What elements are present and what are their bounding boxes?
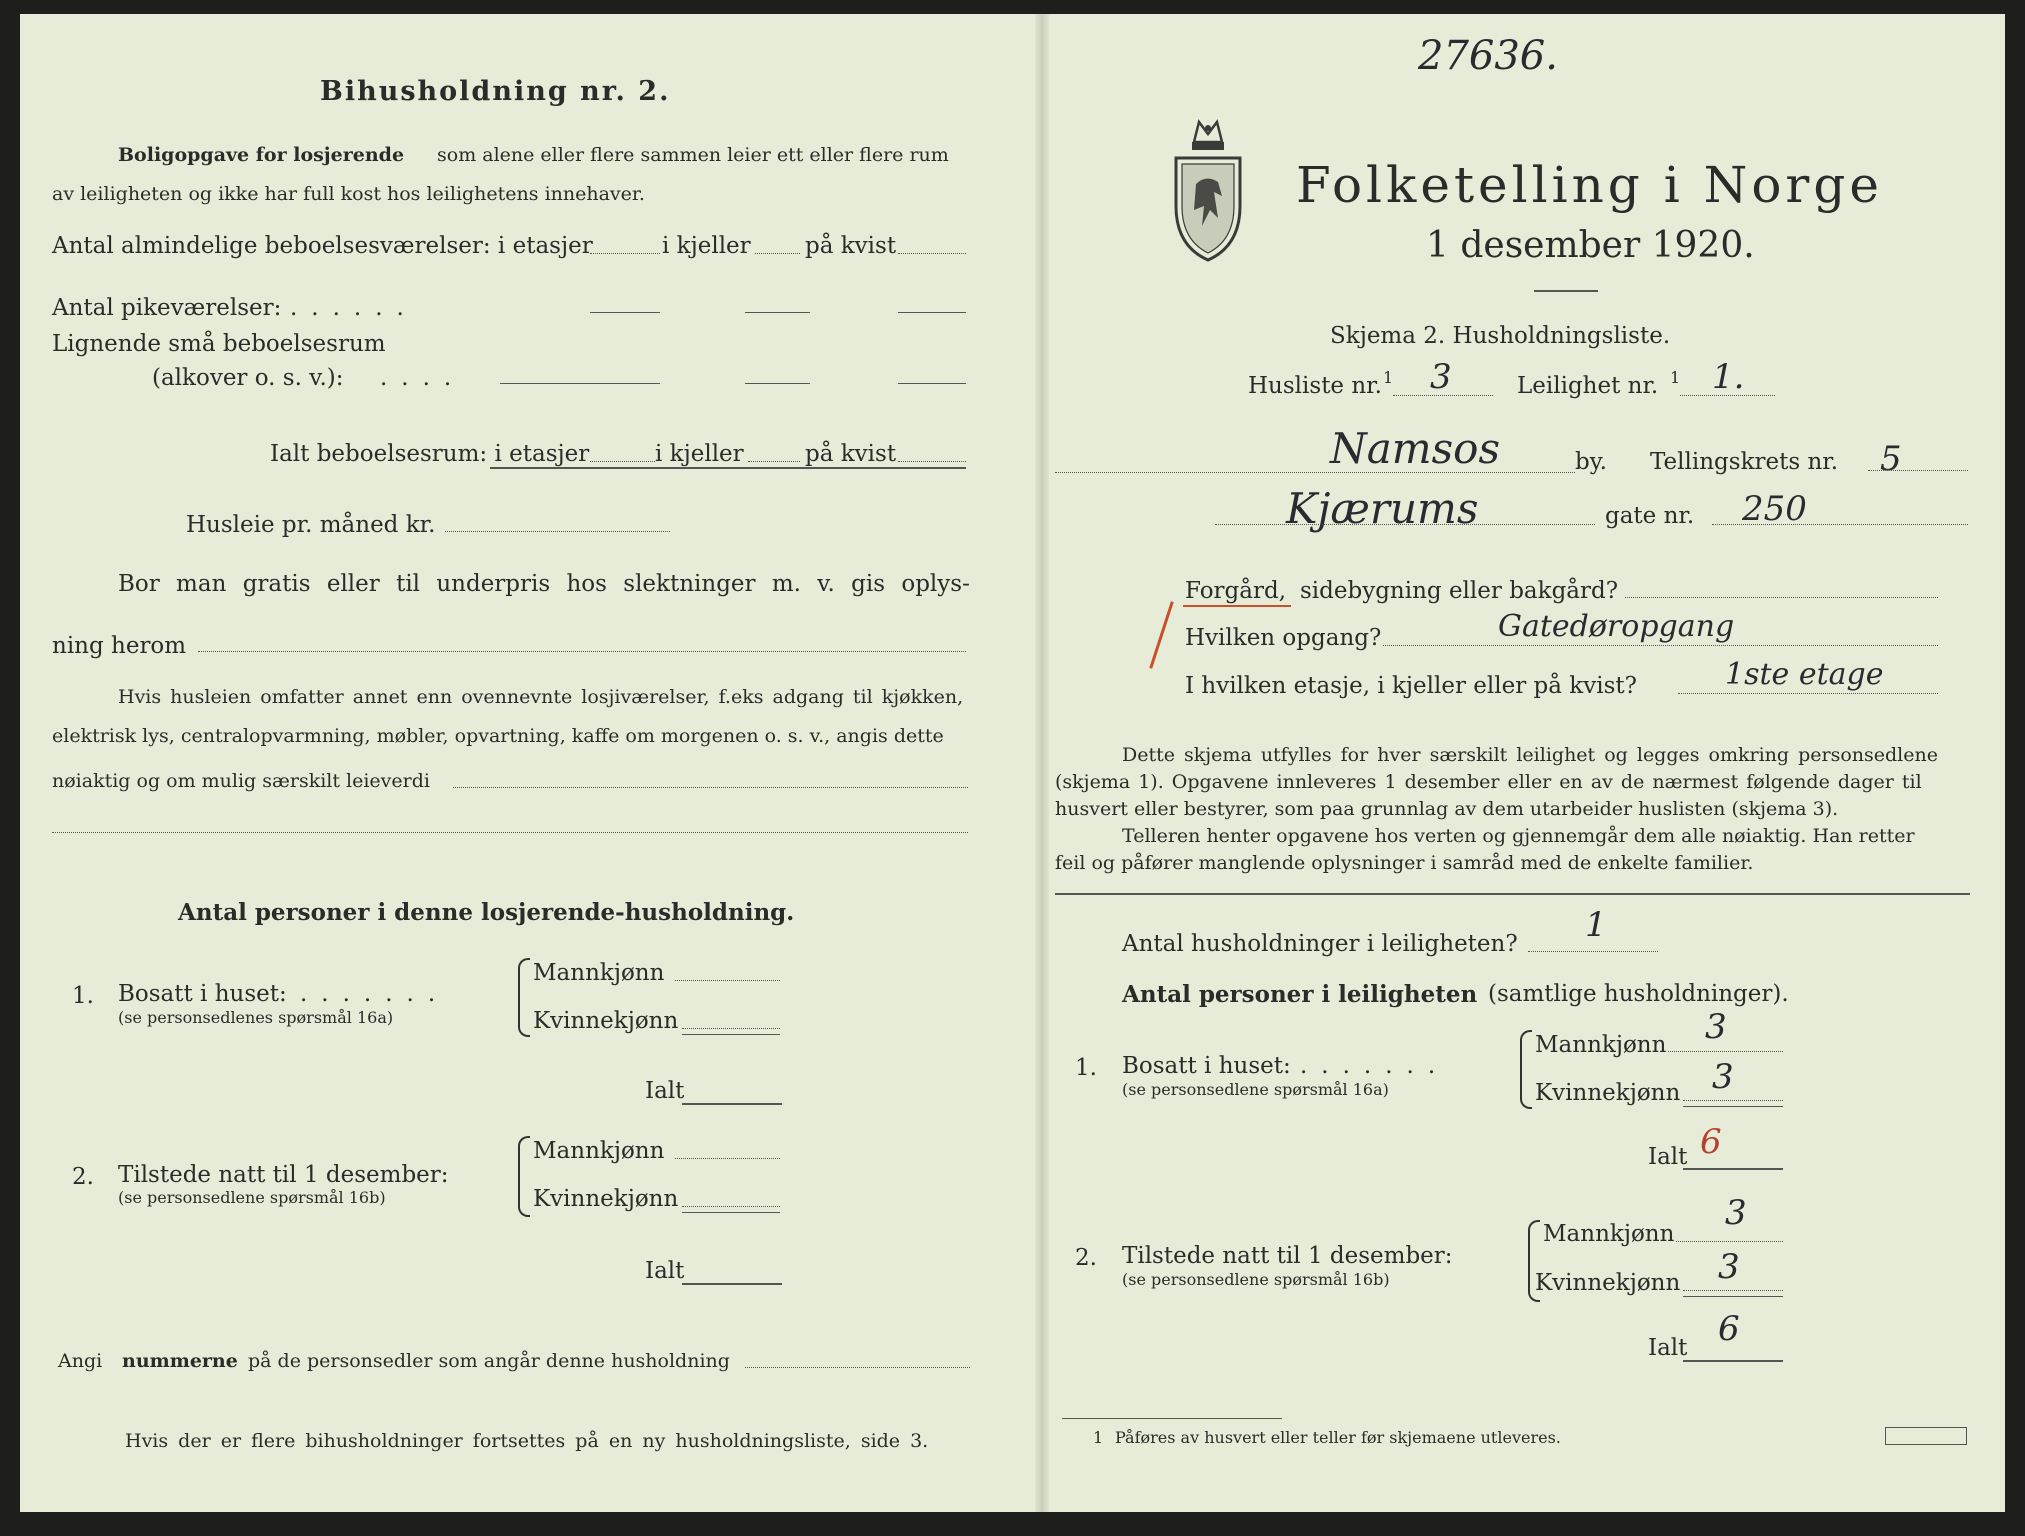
footnote-text: Påføres av husvert eller teller før skjemaene utleveres. [1115,1428,1561,1447]
left-q2-brace [518,1136,530,1217]
left-persons-title: Antal personer i denne losjerende-husholdning. [178,899,795,926]
left-q1-ialt-line[interactable] [682,1103,782,1105]
left-q1-label: Bosatt i huset: [118,981,287,1007]
left-q2-female-line[interactable] [682,1206,780,1207]
alkover-kjeller-line[interactable] [745,383,810,384]
forgard-underline [1183,605,1291,607]
city-value[interactable]: Namsos [1330,424,1501,473]
archive-number: 27636. [1418,33,1558,79]
instr-line2: (skjema 1). Opgavene innleveres 1 desember eller en av de nærmest følgende dager til [1055,771,1922,793]
right-q1-male-value[interactable]: 3 [1705,1007,1727,1047]
opgang-line [1383,645,1938,646]
etasje-line [1678,693,1938,694]
left-q1-male: Mannkjønn [533,960,665,986]
right-q2-male-value[interactable]: 3 [1725,1193,1747,1233]
alkover-dots: .... [380,365,466,391]
etasje-label: I hvilken etasje, i kjeller eller på kvist? [1185,673,1637,699]
left-q1-brace [518,958,530,1037]
husliste-value[interactable]: 3 [1430,357,1452,397]
left-q1-ialt: Ialt [645,1078,685,1104]
persons-rest: (samtlige husholdninger). [1488,981,1789,1007]
instr-rule [1055,893,1970,895]
ialt-kjeller-line[interactable] [748,461,800,462]
right-q2-female-line [1683,1290,1783,1291]
left-q2-female: Kvinnekjønn [533,1186,679,1212]
left-q1-male-line[interactable] [675,980,780,981]
krets-label: Tellingskrets nr. [1650,449,1839,475]
right-q1-sub: (se personsedlene spørsmål 16a) [1122,1080,1389,1099]
right-q2-ialt: Ialt [1648,1335,1688,1361]
left-q1-sum-line [682,1034,780,1035]
right-q2-label: Tilstede natt til 1 desember: [1122,1243,1453,1269]
left-q1-sub: (se personsedlenes spørsmål 16a) [118,1008,394,1027]
alkover-kvist-line[interactable] [898,383,966,384]
right-q2-num: 2. [1075,1245,1097,1271]
right-q2-male: Mannkjønn [1543,1221,1675,1247]
pike-etasjer-line[interactable] [590,312,660,313]
city-line [1055,472,1575,473]
krets-value[interactable]: 5 [1880,439,1902,479]
gratis-line2: ning herom [52,633,187,659]
left-q1-female: Kvinnekjønn [533,1008,679,1034]
husliste-label: Husliste nr. [1248,373,1382,399]
husliste-footnote-mark: 1 [1383,368,1394,387]
title-rule [1534,290,1598,292]
instr-line3: husvert eller bestyrer, som paa grunnlag av dem utarbeider huslisten (skjema 3). [1055,798,1839,820]
left-q1-num: 1. [72,983,94,1009]
left-q2-label: Tilstede natt til 1 desember: [118,1162,449,1188]
pike-kjeller-line[interactable] [745,312,810,313]
footnote-mark: 1 [1093,1428,1104,1447]
right-q2-female-value[interactable]: 3 [1718,1247,1740,1287]
intro-bold: Boligopgave for losjerende [118,144,405,166]
angi-pre: Angi [58,1350,103,1372]
gate-label: gate nr. [1605,503,1695,529]
angi-line[interactable] [745,1367,970,1368]
forgard-rest: sidebygning eller bakgård? [1300,578,1619,604]
rooms-kvist: på kvist [805,233,897,259]
intro-rest: som alene eller flere sammen leier ett eller flere rum [437,144,949,166]
pike-label: Antal pikeværelser: [52,295,282,321]
alkover-etasjer-line[interactable] [500,383,660,384]
ialt-rooms-label: Ialt beboelsesrum: i etasjer [270,441,590,467]
left-q2-male: Mannkjønn [533,1138,665,1164]
leilighet-value[interactable]: 1. [1712,357,1745,397]
ialt-etasjer-line[interactable] [590,461,655,462]
instr-line4: Telleren henter opgavene hos verten og gjennemgår dem alle nøiaktig. Han retter [1122,825,1915,847]
rooms-kjeller-line[interactable] [755,253,800,254]
form-date: 1 desember 1920. [1426,225,1755,266]
left-footer: Hvis der er flere bihusholdninger fortsettes på en ny husholdningsliste, side 3. [125,1430,929,1452]
extra-line-b[interactable] [52,832,968,833]
right-q2-male-line [1676,1241,1783,1242]
leilighet-footnote-mark: 1 [1670,368,1681,387]
rooms-kjeller: i kjeller [662,233,751,259]
left-q2-ialt-line[interactable] [682,1283,782,1285]
left-q2-ialt: Ialt [645,1258,685,1284]
instr-line1: Dette skjema utfylles for hver særskilt leilighet og legges omkring personsedlene [1122,744,1938,766]
form-title: Folketelling i Norge [1296,156,1883,214]
krets-line [1868,470,1968,471]
footnote-rule [1062,1418,1282,1419]
right-q2-total[interactable]: 6 [1718,1309,1740,1349]
printer-stamp [1885,1427,1967,1445]
leilighet-line [1680,395,1775,396]
right-q1-total[interactable]: 6 [1700,1122,1722,1162]
right-q1-label: Bosatt i huset: [1122,1053,1291,1079]
right-q1-female-line [1683,1100,1783,1101]
persons-bold: Antal personer i leiligheten [1122,981,1478,1008]
extra-line-a[interactable] [453,787,968,788]
angi-rest: på de personsedler som angår denne husholdning [248,1350,730,1372]
right-q1-ialt: Ialt [1648,1144,1688,1170]
extra-line2: elektrisk lys, centralopvarmning, møbler, opvartning, kaffe om morgenen o. s. v., angis dette [52,725,944,747]
street-value[interactable]: Kjærums [1286,484,1479,533]
right-q1-female-value[interactable]: 3 [1712,1057,1734,1097]
schema-label: Skjema 2. Husholdningsliste. [1330,323,1671,349]
left-q2-male-line[interactable] [675,1158,780,1159]
opgang-label: Hvilken opgang? [1185,625,1382,651]
by-label: by. [1575,449,1607,475]
ialt-kvist-line[interactable] [898,461,966,462]
alkover-label: (alkover o. s. v.): [152,365,344,391]
left-q1-female-line[interactable] [682,1028,780,1029]
right-q1-male-line [1668,1051,1783,1052]
extra-line1: Hvis husleien omfatter annet enn ovennevnte losjiværelser, f.eks adgang til kjøkken, [118,686,964,708]
right-q2-ialt-line [1683,1360,1783,1362]
right-q1-num: 1. [1075,1055,1097,1081]
hush-value[interactable]: 1 [1585,905,1607,945]
street-line [1215,524,1595,525]
pike-dots: ...... [290,295,418,321]
gate-value[interactable]: 250 [1742,489,1807,529]
right-q2-sum-line [1683,1296,1783,1297]
rent-line[interactable] [445,531,670,532]
ialt-kvist: på kvist [805,441,897,467]
ialt-underline [490,467,966,469]
small-rooms-label: Lignende små beboelsesrum [52,331,386,357]
rent-label: Husleie pr. måned kr. [186,512,436,538]
right-q1-female: Kvinnekjønn [1535,1080,1681,1106]
husliste-line [1393,395,1493,396]
right-q1-brace [1520,1030,1532,1109]
intro-line2: av leiligheten og ikke har full kost hos leilighetens innehaver. [52,183,645,205]
instr-line5: feil og påfører manglende oplysninger i samråd med de enkelte familier. [1055,852,1754,874]
leilighet-label: Leilighet nr. [1517,373,1659,399]
left-q2-num: 2. [72,1164,94,1190]
gratis-line1: Bor man gratis eller til underpris hos slektninger m. v. gis oplys- [118,571,970,597]
right-q1-ialt-line [1683,1168,1783,1170]
angi-bold: nummerne [122,1350,238,1372]
gate-line [1712,524,1968,525]
right-q2-female: Kvinnekjønn [1535,1270,1681,1296]
rooms-etasjer-line[interactable] [590,253,660,254]
left-q1-dots: ....... [300,981,450,1007]
gratis-line[interactable] [198,651,966,652]
hush-line [1528,951,1658,952]
hush-label: Antal husholdninger i leiligheten? [1122,931,1518,957]
ialt-kjeller: i kjeller [655,441,744,467]
right-q1-sum-line [1683,1106,1783,1107]
right-q1-dots: ....... [1300,1053,1450,1079]
right-q2-sub: (se personsedlene spørsmål 16b) [1122,1270,1390,1289]
right-q1-male: Mannkjønn [1535,1032,1667,1058]
left-q2-sub: (se personsedlene spørsmål 16b) [118,1188,386,1207]
rooms-label: Antal almindelige beboelsesværelser: i etasjer [52,233,593,259]
rooms-kvist-line[interactable] [898,253,966,254]
page-fold [1035,14,1049,1512]
extra-line3: nøiaktig og om mulig særskilt leieverdi [52,770,430,792]
etasje-value[interactable]: 1ste etage [1725,657,1884,692]
pike-kvist-line[interactable] [898,312,966,313]
left-title: Bihusholdning nr. 2. [320,76,671,107]
forgard-label: Forgård, [1185,578,1287,604]
opgang-value[interactable]: Gatedøropgang [1498,609,1735,644]
norway-coat-of-arms-icon [1168,114,1248,264]
left-q2-sum-line [682,1212,780,1213]
forgard-line[interactable] [1625,597,1938,598]
